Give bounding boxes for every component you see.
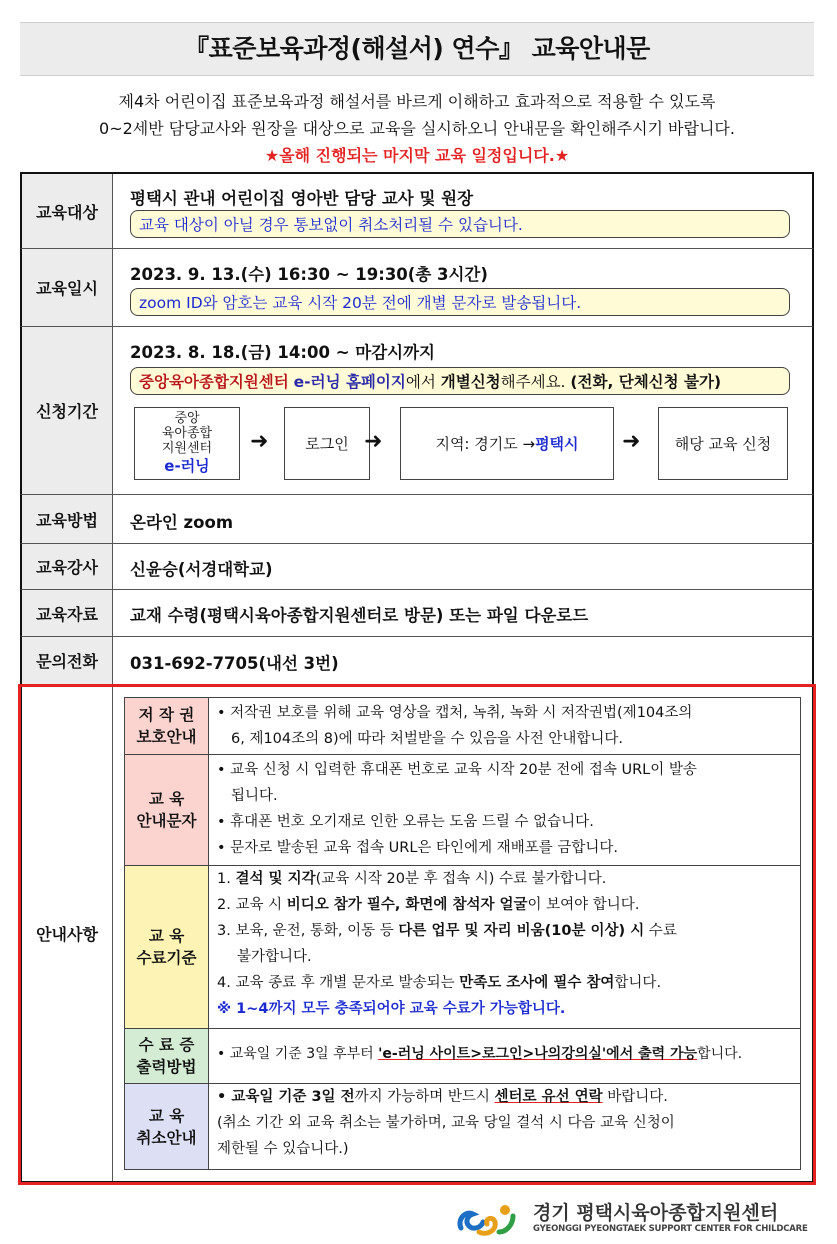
footer-name: 경기 평택시육아종합지원센터 [533, 1202, 779, 1224]
apply-note-text: 에서 [405, 373, 436, 391]
t: 합니다. [614, 975, 662, 991]
row-label: 교육자료 [22, 590, 113, 636]
notice-cancel [209, 1084, 800, 1169]
apply-note-center: 중앙육아종합지원센터 [139, 373, 289, 391]
apply-note-text: 해주세요. [500, 373, 566, 391]
flow-step-elearning [134, 407, 240, 480]
row-label: 문의전화 [22, 637, 113, 684]
cancel-line-3: 제한될 수 있습니다.) [217, 1141, 349, 1157]
arrow-right-icon: ➜ [622, 429, 641, 454]
apply-note-elearning: e-러닝 홈페이지 [293, 373, 406, 391]
flow-step-text: 육아종합 [161, 426, 213, 441]
bullet: • 저작권 보호를 위해 교육 영상을 캡처, 녹취, 녹화 시 저작권법(제104조의 [217, 705, 693, 721]
label-line: 교 육 [148, 790, 185, 808]
row-label: 교육강사 [22, 544, 113, 589]
label-line: 수 료 증 [138, 1036, 195, 1054]
row-label: 교육방법 [22, 495, 113, 543]
t: 까지 가능하며 반드시 [354, 1089, 495, 1105]
method-text: 온라인 zoom [130, 513, 234, 532]
criteria-item-1 [217, 866, 792, 892]
intro-line-1: 제4차 어린이집 표준보육과정 해설서를 바르게 이해하고 효과적으로 적용할 수 있도록 [118, 92, 716, 111]
flow-step-text: 중앙 [174, 411, 200, 426]
t: 다른 업무 및 자리 비움(10분 이상) 시 [398, 923, 645, 939]
t: 'e-러닝 사이트>로그인>나의강의실' [378, 1046, 607, 1062]
row-method [20, 494, 814, 543]
label-line: 저 작 권 [138, 706, 195, 724]
t: 만족도 조사에 필수 참여 [459, 975, 615, 991]
notice-label-copyright [125, 698, 209, 755]
label-line: 교 육 [148, 927, 185, 945]
schedule-text: 2023. 9. 13.(수) 16:30 ~ 19:30(총 3시간) [130, 265, 488, 284]
row-apply [20, 326, 814, 494]
notice-label-cancel [125, 1084, 209, 1169]
t: 결석 및 지각 [235, 871, 316, 887]
flow-step-text: e-러닝 [164, 457, 210, 475]
label-line: 취소안내 [136, 1128, 197, 1147]
notice-label-criteria [125, 866, 209, 1029]
row-materials [20, 589, 814, 636]
label-line: 보호안내 [136, 728, 197, 746]
flow-step-apply: 해당 교육 신청 [658, 407, 788, 480]
t: • 교육일 기준 3일 전 [217, 1089, 355, 1105]
label-line: 출력방법 [136, 1058, 197, 1076]
bullet: • 교육 신청 시 입력한 휴대폰 번호로 교육 시작 20분 전에 접속 URL이 발송 [217, 762, 697, 778]
t: 비디오 참가 필수, 화면에 참석자 얼굴 [286, 897, 528, 913]
apply-note-individual: 개별신청 [440, 373, 501, 391]
cancel-line-2: (취소 기간 외 교육 취소는 불가하며, 교육 당일 결석 시 다음 교육 신청이 [217, 1115, 675, 1131]
t: 4. 교육 종료 후 개별 문자로 발송되는 [217, 975, 460, 991]
notice-label-certificate [125, 1029, 209, 1084]
criteria-item-3 [217, 918, 792, 944]
t: (교육 시작 20분 후 접속 시) 수료 불가합니다. [315, 871, 607, 887]
criteria-item-3-cont: 불가합니다. [237, 949, 312, 965]
notice-label-sms [125, 755, 209, 866]
arrow-right-icon: ➜ [364, 429, 383, 454]
row-target [20, 172, 814, 248]
t: 이 보여야 합니다. [527, 897, 640, 913]
apply-text: 2023. 8. 18.(금) 14:00 ~ 마감시까지 [130, 343, 435, 362]
t: 3. 보육, 운전, 통화, 이동 등 [217, 923, 399, 939]
bullet-cont: 됩니다. [231, 788, 278, 804]
center-logo-icon [455, 1198, 525, 1240]
flow-step-text: 지원센터 [161, 441, 213, 456]
target-text: 평택시 관내 어린이집 영아반 담당 교사 및 원장 [130, 189, 474, 208]
notice-copyright [209, 698, 800, 755]
t: • 교육일 기준 3일 후부터 [217, 1046, 379, 1062]
t: 바랍니다. [602, 1089, 668, 1105]
row-label: 교육일시 [22, 249, 113, 326]
label-line: 안내문자 [136, 812, 197, 830]
row-contact [20, 636, 814, 684]
notice-criteria [209, 866, 800, 1029]
intro-line-2: 0~2세반 담당교사와 원장을 대상으로 교육을 실시하오니 안내문을 확인해주시기 바랍니다. [99, 119, 735, 138]
apply-note [130, 367, 790, 395]
notice-table [124, 697, 801, 1170]
t: 합니다. [697, 1046, 743, 1062]
bullet: • 휴대폰 번호 오기재로 인한 오류는 도움 드릴 수 없습니다. [217, 814, 594, 830]
t: 센터로 유선 연락 [494, 1089, 603, 1105]
row-label: 안내사항 [22, 685, 113, 1181]
contact-text: 031-692-7705(내선 3번) [130, 654, 339, 673]
cancel-line-1 [217, 1084, 792, 1110]
schedule-note: zoom ID와 암호는 교육 시작 20분 전에 개별 문자로 발송됩니다. [130, 288, 790, 316]
label-line: 수료기준 [136, 949, 197, 967]
materials-text: 교재 수령(평택시육아종합지원센터로 방문) 또는 파일 다운로드 [130, 606, 589, 625]
row-label: 교육대상 [22, 174, 113, 248]
bullet-cont: 6, 제104조의 8)에 따라 처벌받을 수 있음을 사전 안내합니다. [231, 731, 624, 747]
row-lecturer [20, 543, 814, 589]
arrow-right-icon: ➜ [250, 429, 269, 454]
label-line: 교 육 [148, 1106, 185, 1125]
flow-region-text: 지역: 경기도 → [435, 435, 536, 453]
row-schedule [20, 248, 814, 326]
apply-note-restriction: (전화, 단체신청 불가) [570, 373, 722, 391]
bullet: • 문자로 발송된 교육 접속 URL은 타인에게 재배포를 금합니다. [217, 840, 618, 856]
criteria-item-2 [217, 892, 792, 918]
t: 1. [217, 871, 236, 887]
flow-step-region [400, 407, 614, 480]
lecturer-text: 신윤승(서경대학교) [130, 560, 273, 579]
row-label: 신청기간 [22, 327, 113, 494]
intro [20, 88, 814, 169]
t: 수료 [644, 923, 677, 939]
notice-certificate [209, 1029, 800, 1084]
intro-highlight: ★올해 진행되는 마지막 교육 일정입니다.★ [264, 146, 570, 165]
criteria-item-4 [217, 970, 792, 996]
page-title: 『표준보육과정(해설서) 연수』 교육안내문 [20, 22, 814, 76]
flow-step-login: 로그인 [284, 407, 370, 480]
t: 에서 출력 가능 [606, 1046, 698, 1062]
t: 2. 교육 시 [217, 897, 287, 913]
notice-sms [209, 755, 800, 866]
flow-region-city: 평택시 [535, 435, 579, 453]
criteria-note: ※ 1~4까지 모두 충족되어야 교육 수료가 가능합니다. [217, 1001, 566, 1017]
footer-english: GYEONGGI PYEONGTAEK SUPPORT CENTER FOR CHILDCARE [533, 1224, 808, 1234]
target-note: 교육 대상이 아닐 경우 통보없이 취소처리될 수 있습니다. [130, 210, 790, 238]
